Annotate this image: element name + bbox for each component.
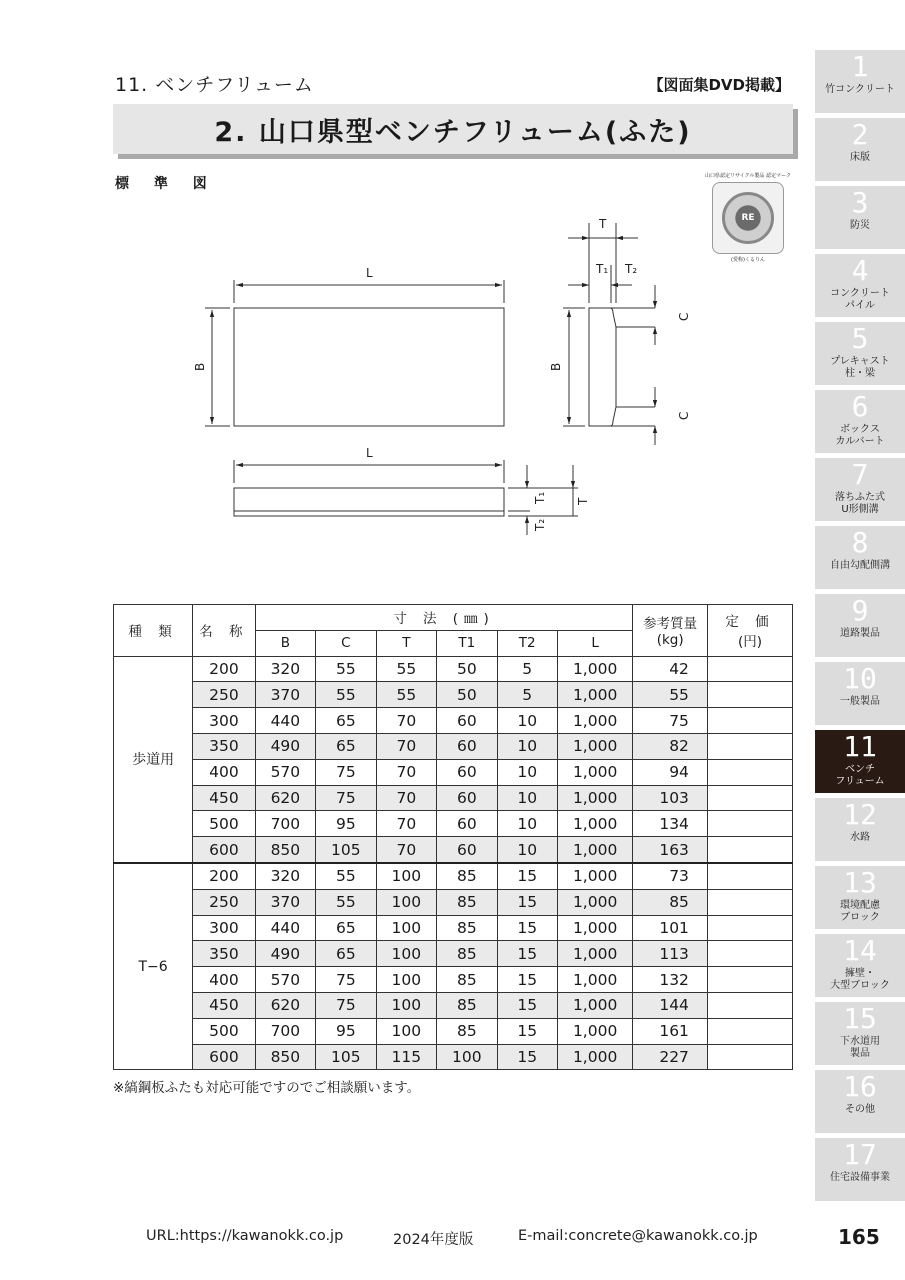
price-cell (707, 1044, 792, 1070)
chapter-tab-6[interactable] (815, 390, 905, 453)
weight-cell: 73 (633, 863, 708, 889)
dimension-cell: 850 (255, 1044, 315, 1070)
price-cell (707, 759, 792, 785)
chapter-tab-number: 7 (851, 458, 869, 491)
re-mark-box (712, 182, 784, 254)
th-dim-t: T (376, 630, 436, 656)
dimension-cell: 85 (437, 889, 497, 915)
section-label: 11. ベンチフリューム (115, 74, 314, 96)
dimension-cell: 1,000 (557, 708, 632, 734)
chapter-tab-12[interactable] (815, 798, 905, 861)
dimension-cell: 1,000 (557, 656, 632, 682)
spec-table (113, 604, 793, 1070)
side-section-outline (589, 308, 616, 426)
th-weight-line2: (kg) (656, 632, 684, 649)
price-cell (707, 837, 792, 863)
dimension-cell: 1,000 (557, 863, 632, 889)
chapter-tab-number: 1 (851, 50, 869, 83)
dimension-cell: 65 (316, 915, 376, 941)
th-dim-t2: T2 (497, 630, 557, 656)
table-row (114, 682, 793, 708)
name-cell: 300 (193, 708, 255, 734)
dimension-cell: 55 (316, 682, 376, 708)
chapter-tab-8[interactable] (815, 526, 905, 589)
th-dims: 寸 法 (㎜) (255, 605, 633, 631)
dimension-cell: 10 (497, 759, 557, 785)
dimension-cell: 75 (316, 759, 376, 785)
elevation-t-label: T (576, 497, 590, 505)
dimension-cell: 50 (437, 682, 497, 708)
table-row (114, 941, 793, 967)
table-row (114, 967, 793, 993)
chapter-tab-number: 8 (851, 526, 869, 559)
chapter-tab-label: その他 (845, 1104, 875, 1115)
dimension-cell: 100 (376, 992, 436, 1018)
weight-cell: 113 (633, 941, 708, 967)
re-logo-icon (722, 192, 774, 244)
standard-drawing-label: 標 準 図 (115, 176, 217, 192)
weight-cell: 75 (633, 708, 708, 734)
chapter-tab-label: 下水道用 製品 (840, 1036, 880, 1059)
chapter-tab-5[interactable] (815, 322, 905, 385)
dimension-cell: 1,000 (557, 682, 632, 708)
plan-width-label: B (193, 362, 207, 371)
dimension-cell: 85 (437, 915, 497, 941)
weight-cell: 144 (633, 992, 708, 1018)
plan-length-label: L (366, 266, 373, 280)
chapter-tab-number: 12 (843, 798, 877, 831)
weight-cell: 161 (633, 1018, 708, 1044)
chapter-tab-7[interactable] (815, 458, 905, 521)
dimension-cell: 75 (316, 967, 376, 993)
dimension-cell: 15 (497, 992, 557, 1018)
footer-email[interactable]: E-mail:concrete@kawanokk.co.jp (518, 1228, 758, 1244)
chapter-tab-3[interactable] (815, 186, 905, 249)
dimension-cell: 320 (255, 863, 315, 889)
dimension-cell: 85 (437, 992, 497, 1018)
dimension-cell: 85 (437, 941, 497, 967)
price-cell (707, 811, 792, 837)
dimension-cell: 85 (437, 967, 497, 993)
dimension-cell: 490 (255, 733, 315, 759)
name-cell: 250 (193, 889, 255, 915)
footer-url[interactable]: URL:https://kawanokk.co.jp (146, 1228, 344, 1244)
dimension-cell: 1,000 (557, 1018, 632, 1044)
name-cell: 500 (193, 1018, 255, 1044)
chapter-tab-number: 5 (851, 322, 869, 355)
price-cell (707, 733, 792, 759)
chapter-tab-number: 2 (851, 118, 869, 151)
dimension-cell: 70 (376, 785, 436, 811)
weight-cell: 101 (633, 915, 708, 941)
re-logo-text: RE (741, 213, 755, 223)
table-row (114, 1044, 793, 1070)
th-price-line2: (円) (737, 634, 762, 651)
th-dim-t1: T1 (437, 630, 497, 656)
dimension-cell: 1,000 (557, 785, 632, 811)
table-row (114, 656, 793, 682)
dimension-cell: 370 (255, 889, 315, 915)
chapter-tab-number: 14 (843, 934, 877, 967)
section-t1-label: T₁ (596, 262, 609, 276)
chapter-tab-1[interactable] (815, 50, 905, 113)
chapter-tab-4[interactable] (815, 254, 905, 317)
dimension-cell: 15 (497, 889, 557, 915)
kind-cell: T−6 (114, 863, 193, 1070)
plan-view-outline (234, 308, 504, 426)
dimension-cell: 10 (497, 837, 557, 863)
chapter-tab-label: ベンチ フリューム (835, 764, 885, 787)
dimension-cell: 5 (497, 682, 557, 708)
elevation-view-outline (234, 488, 504, 516)
price-cell (707, 863, 792, 889)
footnote: ※縞鋼板ふたも対応可能ですのでご相談願います。 (113, 1080, 421, 1096)
dimension-cell: 85 (437, 863, 497, 889)
table-row (114, 992, 793, 1018)
page-title: 2. 山口県型ベンチフリューム(ふた) (113, 104, 793, 154)
th-name: 名 称 (193, 605, 255, 657)
dimension-cell: 5 (497, 656, 557, 682)
table-row (114, 759, 793, 785)
chapter-tab-2[interactable] (815, 118, 905, 181)
section-t2-label: T₂ (625, 262, 638, 276)
dimension-cell: 65 (316, 733, 376, 759)
chapter-tab-number: 6 (851, 390, 869, 423)
dimension-cell: 100 (376, 967, 436, 993)
dimension-cell: 75 (316, 992, 376, 1018)
dimension-cell: 570 (255, 759, 315, 785)
dimension-cell: 70 (376, 811, 436, 837)
footer-edition: 2024年度版 (393, 1232, 474, 1248)
chapter-tab-label: ボックス カルバート (835, 424, 885, 447)
table-row (114, 863, 793, 889)
chapter-tab-label: 一般製品 (840, 696, 880, 707)
dimension-cell: 10 (497, 733, 557, 759)
chapter-tab-15[interactable] (815, 1002, 905, 1065)
chapter-tab-number: 16 (843, 1070, 877, 1103)
chapter-tab-label: 擁壁・ 大型ブロック (830, 968, 890, 991)
name-cell: 350 (193, 733, 255, 759)
price-cell (707, 967, 792, 993)
price-cell (707, 1018, 792, 1044)
chapter-tab-label: 床版 (850, 152, 870, 163)
dimension-cell: 15 (497, 1044, 557, 1070)
chapter-tab-number: 17 (843, 1138, 877, 1171)
dimension-cell: 85 (437, 1018, 497, 1044)
name-cell: 600 (193, 837, 255, 863)
chapter-tab-16[interactable] (815, 1070, 905, 1133)
weight-cell: 134 (633, 811, 708, 837)
price-cell (707, 941, 792, 967)
dimension-cell: 50 (437, 656, 497, 682)
price-cell (707, 656, 792, 682)
name-cell: 250 (193, 682, 255, 708)
name-cell: 300 (193, 915, 255, 941)
chapter-tab-number: 13 (843, 866, 877, 899)
dimension-cell: 55 (316, 889, 376, 915)
table-row (114, 1018, 793, 1044)
dimension-cell: 700 (255, 811, 315, 837)
chapter-tab-label: 住宅設備事業 (830, 1172, 890, 1183)
dimension-cell: 1,000 (557, 733, 632, 759)
dimension-cell: 100 (376, 915, 436, 941)
table-row (114, 837, 793, 863)
weight-cell: 42 (633, 656, 708, 682)
th-price (707, 605, 792, 657)
table-row (114, 785, 793, 811)
dimension-cell: 60 (437, 785, 497, 811)
chapter-tab-number: 11 (843, 730, 877, 763)
dimension-cell: 440 (255, 915, 315, 941)
chapter-tab-13[interactable] (815, 866, 905, 929)
dimension-cell: 70 (376, 837, 436, 863)
dimension-cell: 70 (376, 759, 436, 785)
chapter-tab-11[interactable] (815, 730, 905, 793)
re-mark-caption: 山口県認定リサイクル製品 認定マーク (705, 173, 791, 179)
price-cell (707, 915, 792, 941)
section-c-top-label: C (677, 312, 691, 321)
name-cell: 200 (193, 863, 255, 889)
th-price-line1: 定 価 (725, 614, 775, 631)
dimension-cell: 100 (376, 889, 436, 915)
dimension-cell: 55 (376, 682, 436, 708)
section-b-label: B (549, 362, 563, 371)
chapter-tab-label: 自由勾配側溝 (830, 560, 890, 571)
chapter-tab-label: 道路製品 (840, 628, 880, 639)
chapter-tab-10[interactable] (815, 662, 905, 725)
chapter-tab-number: 4 (851, 254, 869, 287)
price-cell (707, 682, 792, 708)
name-cell: 450 (193, 785, 255, 811)
standard-drawing (180, 205, 700, 545)
dimension-cell: 1,000 (557, 992, 632, 1018)
section-t-label: T (599, 217, 607, 231)
dimension-cell: 1,000 (557, 837, 632, 863)
dimension-cell: 370 (255, 682, 315, 708)
th-dim-c: C (316, 630, 376, 656)
chapter-tab-label: プレキャスト 柱・梁 (830, 356, 890, 379)
weight-cell: 82 (633, 733, 708, 759)
dimension-cell: 1,000 (557, 967, 632, 993)
dimension-cell: 60 (437, 708, 497, 734)
dimension-cell: 620 (255, 992, 315, 1018)
dimension-cell: 70 (376, 733, 436, 759)
dimension-cell: 100 (437, 1044, 497, 1070)
dimension-cell: 100 (376, 1018, 436, 1044)
name-cell: 200 (193, 656, 255, 682)
spec-table-body (114, 656, 793, 1070)
dimension-cell: 15 (497, 915, 557, 941)
dimension-cell: 1,000 (557, 889, 632, 915)
dimension-cell: 75 (316, 785, 376, 811)
table-row (114, 733, 793, 759)
weight-cell: 163 (633, 837, 708, 863)
chapter-tab-9[interactable] (815, 594, 905, 657)
dimension-cell: 70 (376, 708, 436, 734)
dimension-cell: 1,000 (557, 941, 632, 967)
dimension-cell: 65 (316, 941, 376, 967)
dimension-cell: 15 (497, 967, 557, 993)
dimension-cell: 15 (497, 1018, 557, 1044)
dimension-cell: 65 (316, 708, 376, 734)
table-row (114, 915, 793, 941)
dimension-cell: 60 (437, 837, 497, 863)
elevation-length-label: L (366, 446, 373, 460)
table-row (114, 708, 793, 734)
dimension-cell: 100 (376, 941, 436, 967)
chapter-index-tabs (815, 50, 905, 1206)
dimension-cell: 95 (316, 1018, 376, 1044)
chapter-tab-14[interactable] (815, 934, 905, 997)
price-cell (707, 708, 792, 734)
dimension-cell: 105 (316, 837, 376, 863)
dimension-cell: 100 (376, 863, 436, 889)
dimension-cell: 10 (497, 785, 557, 811)
re-mark-footnote: (愛称)くるりん (731, 257, 765, 263)
chapter-tab-label: 環境配慮 ブロック (840, 900, 880, 923)
dimension-cell: 1,000 (557, 811, 632, 837)
dimension-cell: 105 (316, 1044, 376, 1070)
chapter-tab-label: 竹コンクリート (825, 84, 895, 95)
weight-cell: 132 (633, 967, 708, 993)
chapter-tab-label: 落ちふた式 U形側溝 (835, 492, 885, 515)
th-weight-line1: 参考質量 (643, 616, 698, 633)
chapter-tab-17[interactable] (815, 1138, 905, 1201)
dimension-cell: 1,000 (557, 759, 632, 785)
dimension-cell: 850 (255, 837, 315, 863)
weight-cell: 85 (633, 889, 708, 915)
dimension-cell: 60 (437, 733, 497, 759)
chapter-tab-label: コンクリート パイル (830, 288, 890, 311)
dimension-cell: 320 (255, 656, 315, 682)
th-kind: 種 類 (114, 605, 193, 657)
dimension-cell: 60 (437, 811, 497, 837)
th-dim-b: B (255, 630, 315, 656)
dimension-cell: 15 (497, 863, 557, 889)
chapter-tab-number: 9 (851, 594, 869, 627)
name-cell: 350 (193, 941, 255, 967)
chapter-tab-number: 3 (851, 186, 869, 219)
dimension-cell: 115 (376, 1044, 436, 1070)
dvd-label: 【図面集DVD掲載】 (648, 76, 790, 94)
dimension-cell: 55 (316, 863, 376, 889)
elevation-t2-label: T₂ (533, 518, 547, 531)
dimension-cell: 700 (255, 1018, 315, 1044)
recycle-certification-mark (700, 172, 796, 268)
dimension-cell: 490 (255, 941, 315, 967)
chapter-tab-number: 15 (843, 1002, 877, 1035)
chapter-tab-number: 10 (843, 662, 877, 695)
weight-cell: 55 (633, 682, 708, 708)
price-cell (707, 992, 792, 1018)
chapter-tab-label: 水路 (850, 832, 870, 843)
dimension-cell: 95 (316, 811, 376, 837)
dimension-cell: 10 (497, 811, 557, 837)
name-cell: 600 (193, 1044, 255, 1070)
elevation-t1-label: T₁ (533, 491, 547, 504)
page-number: 165 (838, 1225, 880, 1249)
th-dim-l: L (557, 630, 632, 656)
dimension-cell: 570 (255, 967, 315, 993)
name-cell: 450 (193, 992, 255, 1018)
th-weight (633, 605, 708, 657)
weight-cell: 227 (633, 1044, 708, 1070)
dimension-cell: 55 (316, 656, 376, 682)
dimension-cell: 10 (497, 708, 557, 734)
price-cell (707, 889, 792, 915)
name-cell: 400 (193, 967, 255, 993)
dimension-cell: 55 (376, 656, 436, 682)
dimension-cell: 1,000 (557, 915, 632, 941)
dimension-cell: 1,000 (557, 1044, 632, 1070)
name-cell: 500 (193, 811, 255, 837)
weight-cell: 103 (633, 785, 708, 811)
dimension-cell: 440 (255, 708, 315, 734)
dimension-cell: 15 (497, 941, 557, 967)
chapter-tab-label: 防災 (850, 220, 870, 231)
price-cell (707, 785, 792, 811)
table-row (114, 889, 793, 915)
dimension-cell: 620 (255, 785, 315, 811)
kind-cell: 歩道用 (114, 656, 193, 863)
name-cell: 400 (193, 759, 255, 785)
section-c-bottom-label: C (677, 411, 691, 420)
table-row (114, 811, 793, 837)
dimension-cell: 60 (437, 759, 497, 785)
weight-cell: 94 (633, 759, 708, 785)
